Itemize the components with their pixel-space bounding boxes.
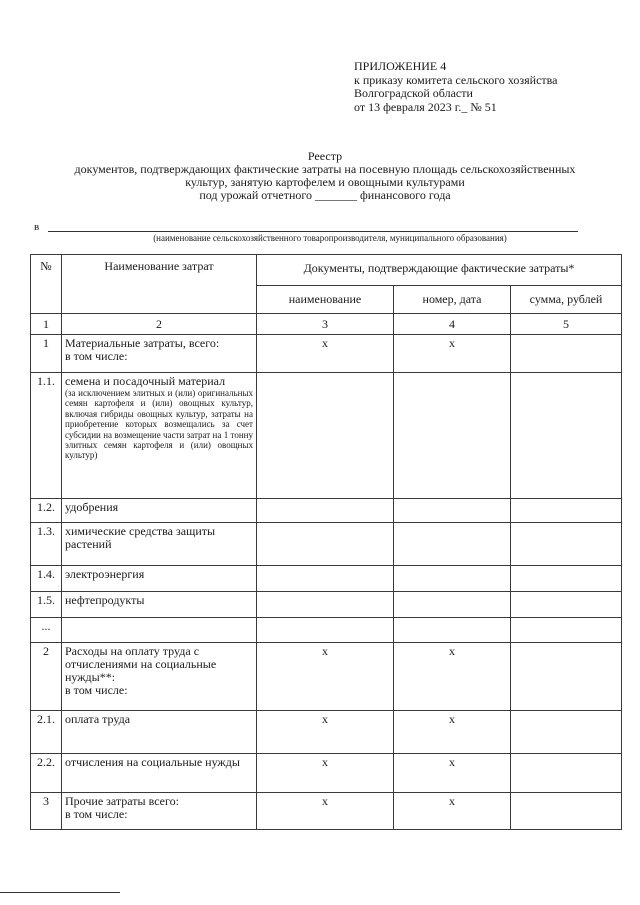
title-line-3: культур, занятую картофелем и овощными культурами	[185, 175, 465, 189]
table-row	[31, 754, 622, 793]
header-doc-name: наименование	[257, 286, 394, 314]
doc-number-cell[interactable]	[394, 373, 511, 499]
footnote-divider	[0, 892, 120, 893]
row-cost-name	[62, 335, 257, 373]
header-num: №	[31, 255, 62, 314]
doc-number-cell[interactable]: х	[394, 643, 511, 711]
doc-sum-cell[interactable]	[511, 523, 622, 566]
document-title	[30, 150, 620, 202]
table-row	[31, 793, 622, 830]
header-cost-name: Наименование затрат	[62, 255, 257, 314]
doc-name-cell[interactable]: х	[257, 643, 394, 711]
doc-name-cell[interactable]	[257, 373, 394, 499]
col-number: 3	[257, 314, 394, 335]
doc-sum-cell[interactable]	[511, 373, 622, 499]
registry-table	[30, 254, 622, 830]
order-reference: к приказу комитета сельского хозяйства	[354, 72, 558, 87]
doc-number-cell[interactable]	[394, 566, 511, 592]
cost-name-sub: в том числе:	[65, 683, 128, 697]
doc-name-cell[interactable]: х	[257, 335, 394, 373]
doc-name-cell[interactable]	[257, 523, 394, 566]
owner-fill-line[interactable]	[48, 231, 578, 232]
doc-number-cell[interactable]	[394, 592, 511, 618]
column-numbers-row	[31, 314, 622, 335]
col-number: 2	[62, 314, 257, 335]
doc-name-cell[interactable]: х	[257, 793, 394, 830]
cost-name-note: (за исключением элитных и (или) оригинальных семян картофеля и (или) овощных культур, включая гибриды овощных культур, затраты на приобретение которых возмещались за счет субсидии на возмещение части затрат на 1 тонну элитных семян картофеля и (или) овощных культур)	[65, 388, 253, 461]
doc-sum-cell[interactable]	[511, 793, 622, 830]
cost-name-text: Прочие затраты всего:	[65, 794, 179, 808]
cost-name-text: Материальные затраты, всего:	[65, 336, 220, 350]
table-row	[31, 592, 622, 618]
doc-sum-cell[interactable]	[511, 754, 622, 793]
col-number: 5	[511, 314, 622, 335]
doc-name-cell[interactable]: х	[257, 711, 394, 754]
order-date: от 13 февраля 2023 г._ № 51	[354, 99, 497, 114]
title-line-2: документов, подтверждающих фактические затраты на посевную площадь сельскохозяйственных	[74, 162, 576, 176]
doc-number-cell[interactable]: х	[394, 335, 511, 373]
title-line-4: под урожай отчетного _______ финансового года	[199, 188, 451, 202]
cost-name-text: Расходы на оплату труда с отчислениями на социальные нужды**:	[65, 644, 217, 684]
cost-name-sub: в том числе:	[65, 349, 128, 363]
row-cost-name	[62, 373, 257, 499]
row-cost-name: химические средства защиты растений	[62, 523, 257, 566]
header-doc-number: номер, дата	[394, 286, 511, 314]
region-name: Волгоградской области	[354, 86, 473, 100]
col-number: 4	[394, 314, 511, 335]
doc-sum-cell[interactable]	[511, 592, 622, 618]
table-row	[31, 335, 622, 373]
header-doc-sum: сумма, рублей	[511, 286, 622, 314]
row-cost-name: отчисления на социальные нужды	[62, 754, 257, 793]
row-cost-name: нефтепродукты	[62, 592, 257, 618]
row-number: 1.1.	[31, 373, 62, 499]
doc-number-cell[interactable]	[394, 523, 511, 566]
row-number: 1	[31, 335, 62, 373]
owner-caption: (наименование сельскохозяйственного товаропроизводителя, муниципального образования)	[153, 233, 507, 243]
row-cost-name: удобрения	[62, 499, 257, 523]
table-row	[31, 618, 622, 643]
doc-sum-cell[interactable]	[511, 499, 622, 523]
row-number: 3	[31, 793, 62, 830]
table-row	[31, 523, 622, 566]
doc-name-cell[interactable]	[257, 592, 394, 618]
col-number: 1	[31, 314, 62, 335]
row-number: 2	[31, 643, 62, 711]
row-number: 2.2.	[31, 754, 62, 793]
doc-number-cell[interactable]: х	[394, 793, 511, 830]
owner-prefix: в	[34, 221, 40, 233]
doc-name-cell[interactable]	[257, 618, 394, 643]
doc-number-cell[interactable]: х	[394, 754, 511, 793]
table-row	[31, 373, 622, 499]
doc-name-cell[interactable]: х	[257, 754, 394, 793]
doc-number-cell[interactable]	[394, 618, 511, 643]
row-cost-name: оплата труда	[62, 711, 257, 754]
row-number: 2.1.	[31, 711, 62, 754]
header-documents: Документы, подтверждающие фактические затраты*	[257, 255, 622, 286]
row-number: 1.2.	[31, 499, 62, 523]
doc-sum-cell[interactable]	[511, 566, 622, 592]
doc-sum-cell[interactable]	[511, 335, 622, 373]
row-cost-name: электроэнергия	[62, 566, 257, 592]
cost-name-text: семена и посадочный материал	[65, 374, 226, 388]
doc-sum-cell[interactable]	[511, 643, 622, 711]
row-number: 1.3.	[31, 523, 62, 566]
appendix-title: ПРИЛОЖЕНИЕ 4	[354, 59, 447, 73]
row-cost-name	[62, 643, 257, 711]
doc-sum-cell[interactable]	[511, 711, 622, 754]
row-cost-name	[62, 793, 257, 830]
doc-name-cell[interactable]	[257, 566, 394, 592]
doc-sum-cell[interactable]	[511, 618, 622, 643]
table-row	[31, 643, 622, 711]
table-row	[31, 566, 622, 592]
appendix-header	[354, 60, 558, 114]
table-row	[31, 711, 622, 754]
row-number: ...	[31, 618, 62, 643]
row-cost-name	[62, 618, 257, 643]
title-line-1: Реестр	[307, 149, 343, 163]
cost-name-sub: в том числе:	[65, 807, 128, 821]
doc-number-cell[interactable]	[394, 499, 511, 523]
row-number: 1.5.	[31, 592, 62, 618]
table-row	[31, 499, 622, 523]
doc-number-cell[interactable]: х	[394, 711, 511, 754]
doc-name-cell[interactable]	[257, 499, 394, 523]
row-number: 1.4.	[31, 566, 62, 592]
